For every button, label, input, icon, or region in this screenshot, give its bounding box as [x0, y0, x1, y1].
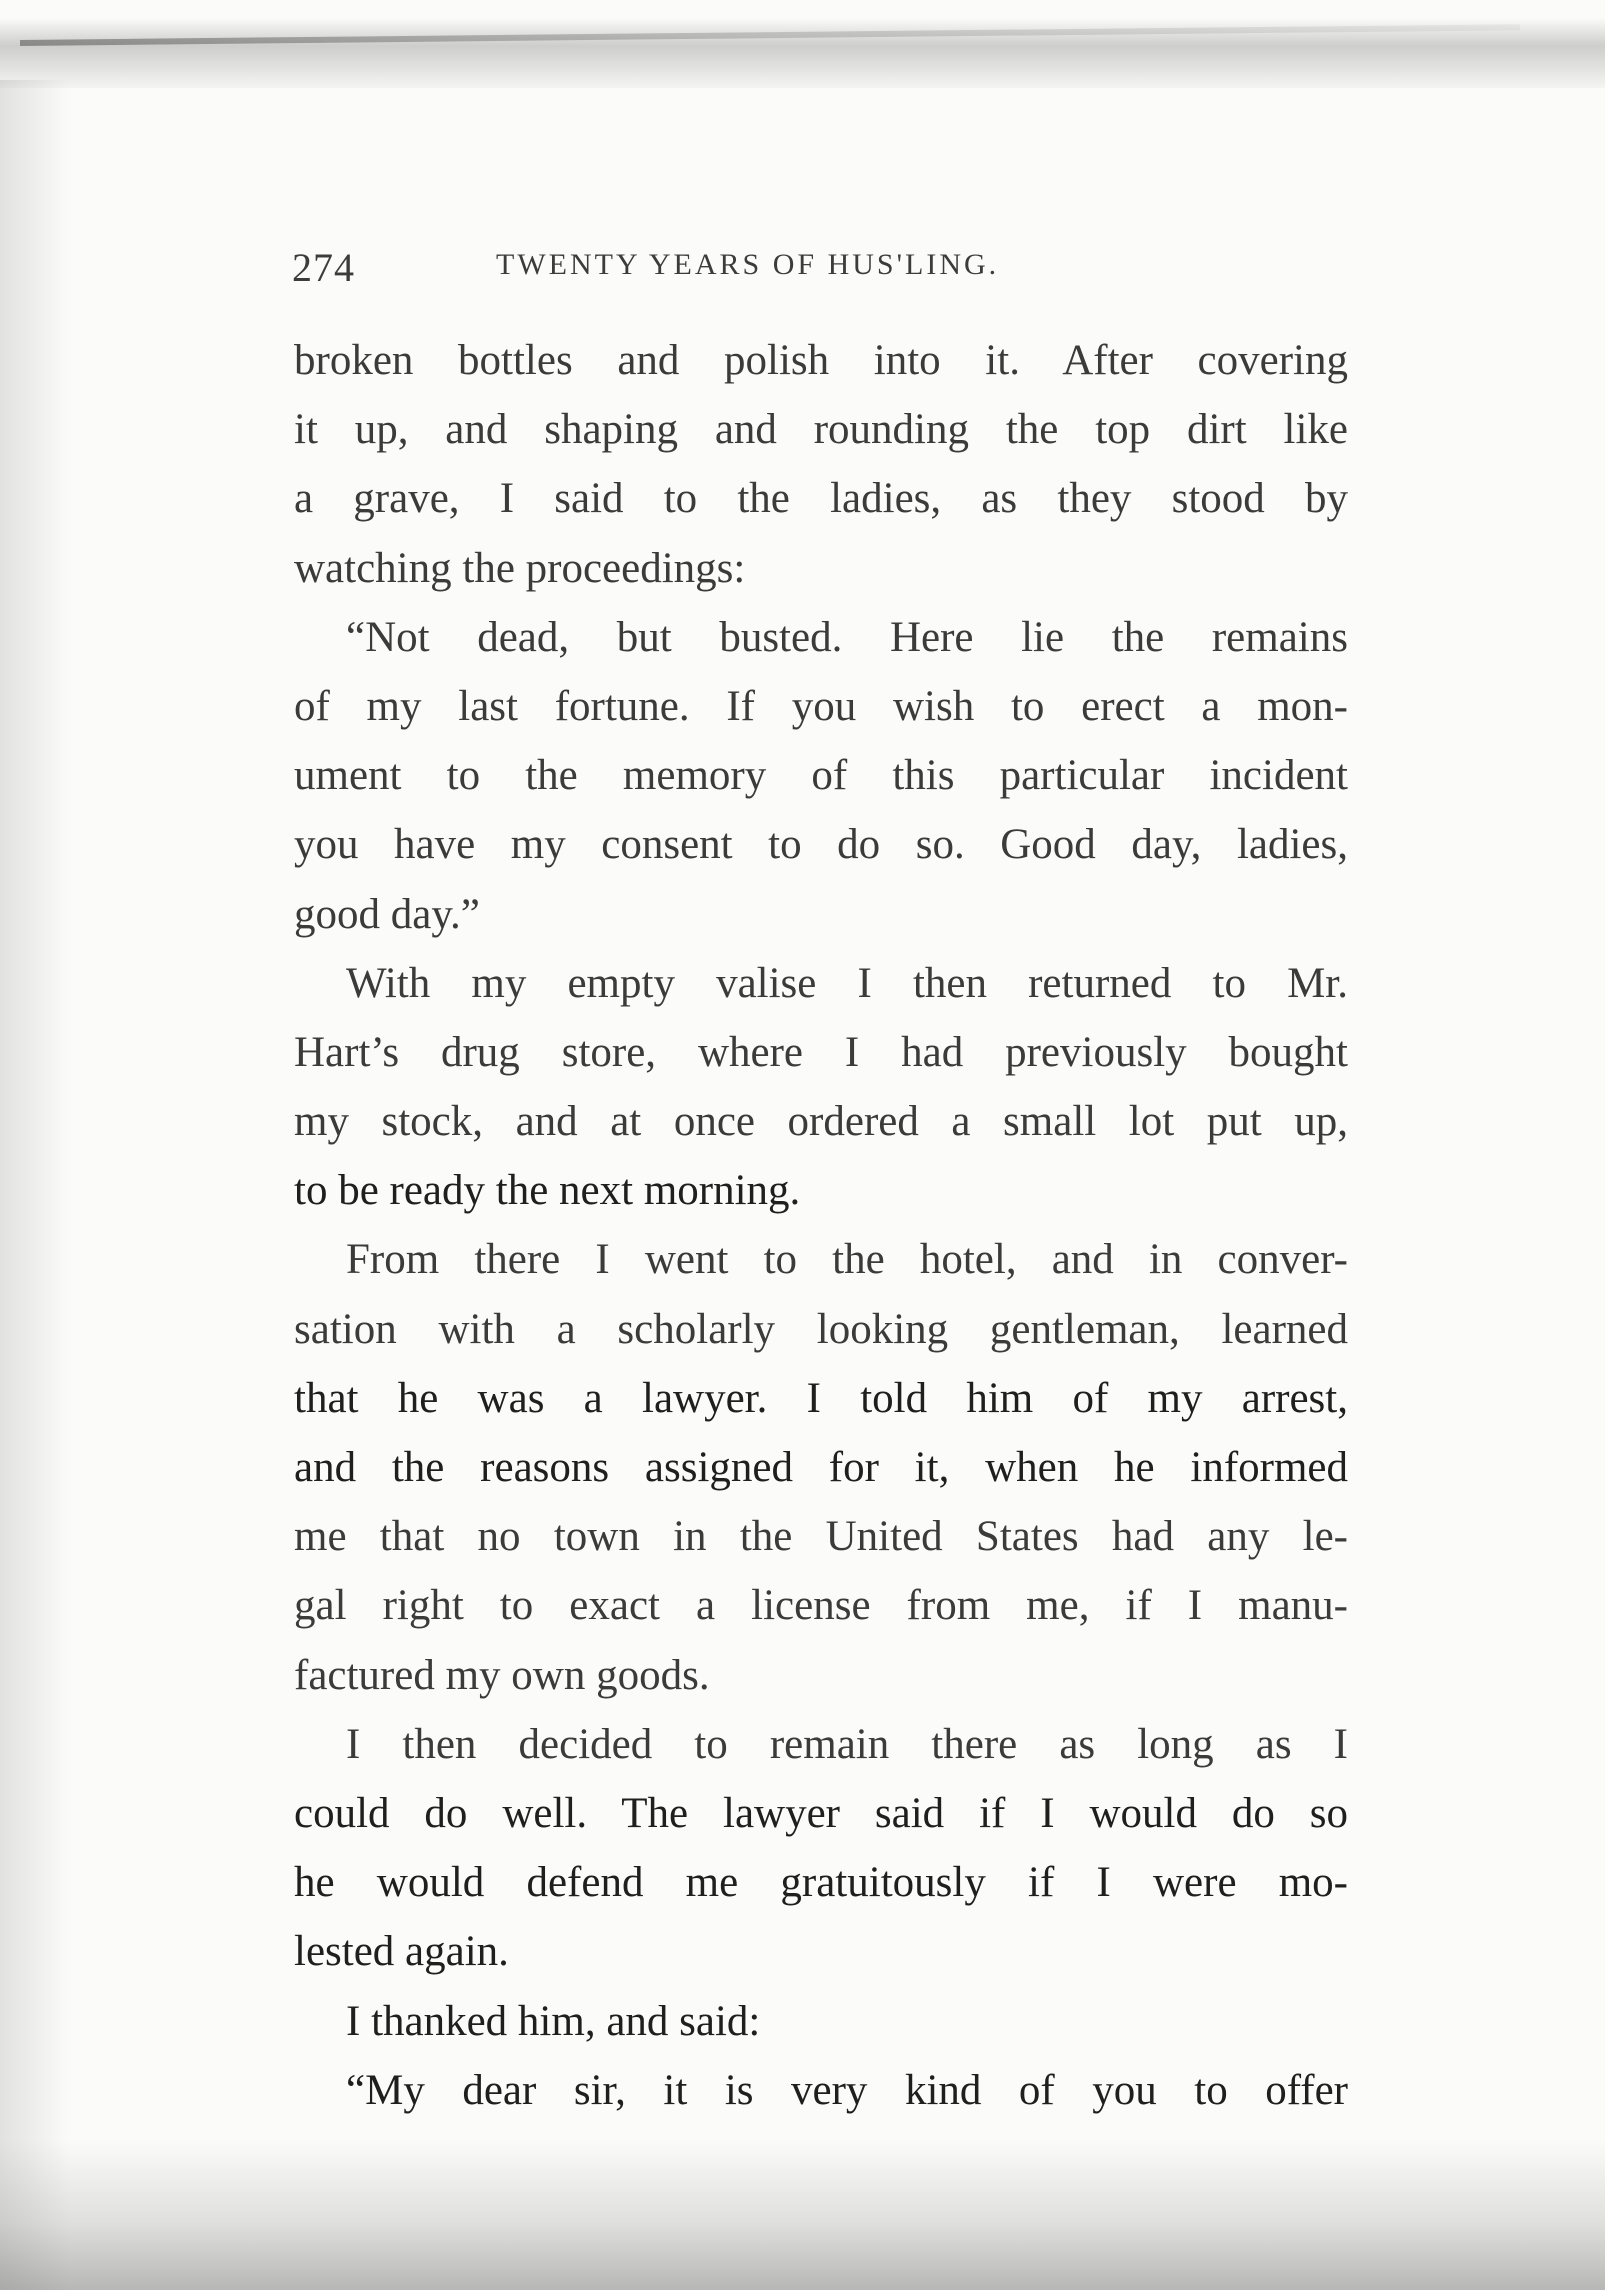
- text-line: watching the proceedings:: [294, 544, 746, 592]
- text-line: I then decided to remain there as long as I: [346, 1720, 1348, 1768]
- text-line: sation with a scholarly looking gentleman, learned: [294, 1305, 1348, 1353]
- text-line: of my last fortune. If you wish to erect a mon-: [294, 682, 1348, 730]
- running-head: TWENTY YEARS OF HUS'LING.: [496, 248, 1000, 281]
- text-line: “My dear sir, it is very kind of you to offer: [346, 2066, 1348, 2114]
- text-line: factured my own goods.: [294, 1651, 710, 1699]
- text-line: good day.”: [294, 890, 480, 938]
- text-line: gal right to exact a license from me, if I manu-: [294, 1582, 1348, 1630]
- page-number: 274: [292, 245, 355, 290]
- text-line: to be ready the next morning.: [294, 1167, 801, 1215]
- text-line: a grave, I said to the ladies, as they stood by: [294, 475, 1348, 523]
- text-line: broken bottles and polish into it. After covering: [294, 337, 1348, 384]
- text-line: lested again.: [294, 1928, 509, 1976]
- scan-shadow-bottom: [0, 2140, 1605, 2290]
- text-line: that he was a lawyer. I told him of my arrest,: [294, 1374, 1348, 1422]
- text-line: he would defend me gratuitously if I were mo-: [294, 1859, 1348, 1907]
- text-line: my stock, and at once ordered a small lot put up,: [294, 1098, 1348, 1146]
- text-line: With my empty valise I then returned to Mr.: [346, 959, 1348, 1007]
- text-line: you have my consent to do so. Good day, ladies,: [294, 821, 1348, 869]
- text-line: “Not dead, but busted. Here lie the remains: [346, 613, 1348, 661]
- text-line: Hart’s drug store, where I had previously bought: [294, 1028, 1348, 1076]
- text-line: could do well. The lawyer said if I would do so: [294, 1789, 1348, 1837]
- text-line: it up, and shaping and rounding the top dirt like: [294, 406, 1348, 454]
- scan-shadow-left: [0, 80, 70, 2290]
- text-line: ument to the memory of this particular incident: [294, 752, 1348, 800]
- text-line: From there I went to the hotel, and in conver-: [346, 1236, 1348, 1284]
- body-text: [294, 326, 1348, 2125]
- text-line: me that no town in the United States had any le-: [294, 1513, 1348, 1561]
- text-line: and the reasons assigned for it, when he informed: [294, 1444, 1348, 1491]
- text-line: I thanked him, and said:: [346, 1997, 761, 2045]
- page-header: [292, 244, 1362, 304]
